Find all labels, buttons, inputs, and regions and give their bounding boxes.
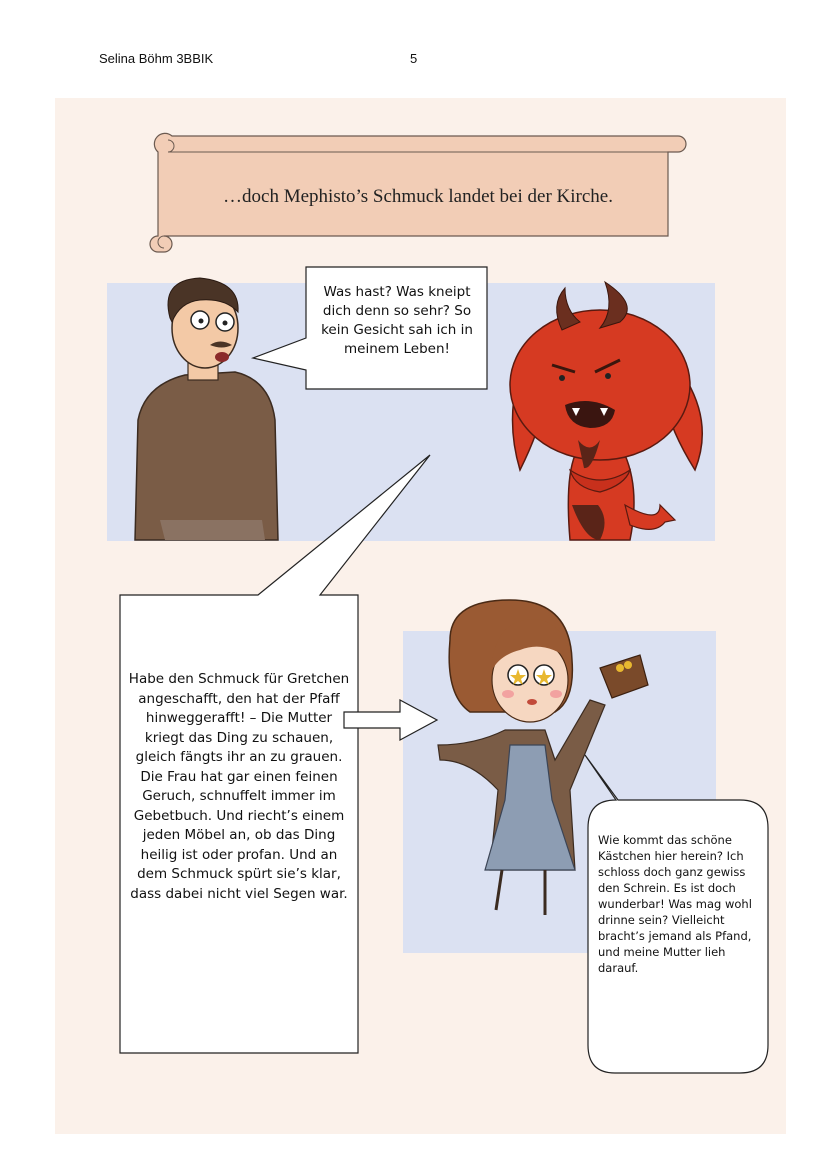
- faust-speech-text: Was hast? Was kneipt dich denn so sehr? So kein Gesicht sah ich in meinem Leben!: [321, 284, 473, 357]
- title-scroll-text: …doch Mephisto’s Schmuck landet bei der Kirche.: [223, 186, 613, 207]
- gretchen-speech-text: Wie kommt das schöne Kästchen hier herein? Ich schloss doch ganz gewiss den Schrein. Es ist doch wunderbar! Was mag wohl drinne sein? Vielleicht bracht’s jemand als Pfand, und meine Mutter lieh darauf.: [598, 833, 752, 975]
- header-author: Selina Böhm 3BBIK: [99, 51, 214, 66]
- mephisto-character: [510, 282, 702, 540]
- mephisto-speech-text: Habe den Schmuck für Gretchen angeschafft, den hat der Pfaff hinweggerafft! – Die Mutter kriegt das Ding zu schauen, gleich fängts ihr an zu grauen. Die Frau hat gar einen feinen Geruch, schnuffelt immer im Gebetbuch. Und riecht’s einem jeden Möbel an, ob das Ding heilig ist oder profan. Und an dem Schmuck spürt sie’s klar, dass dabei nicht viel Segen war.: [128, 671, 350, 902]
- page-number: 5: [410, 51, 418, 66]
- faust-character: [135, 278, 278, 540]
